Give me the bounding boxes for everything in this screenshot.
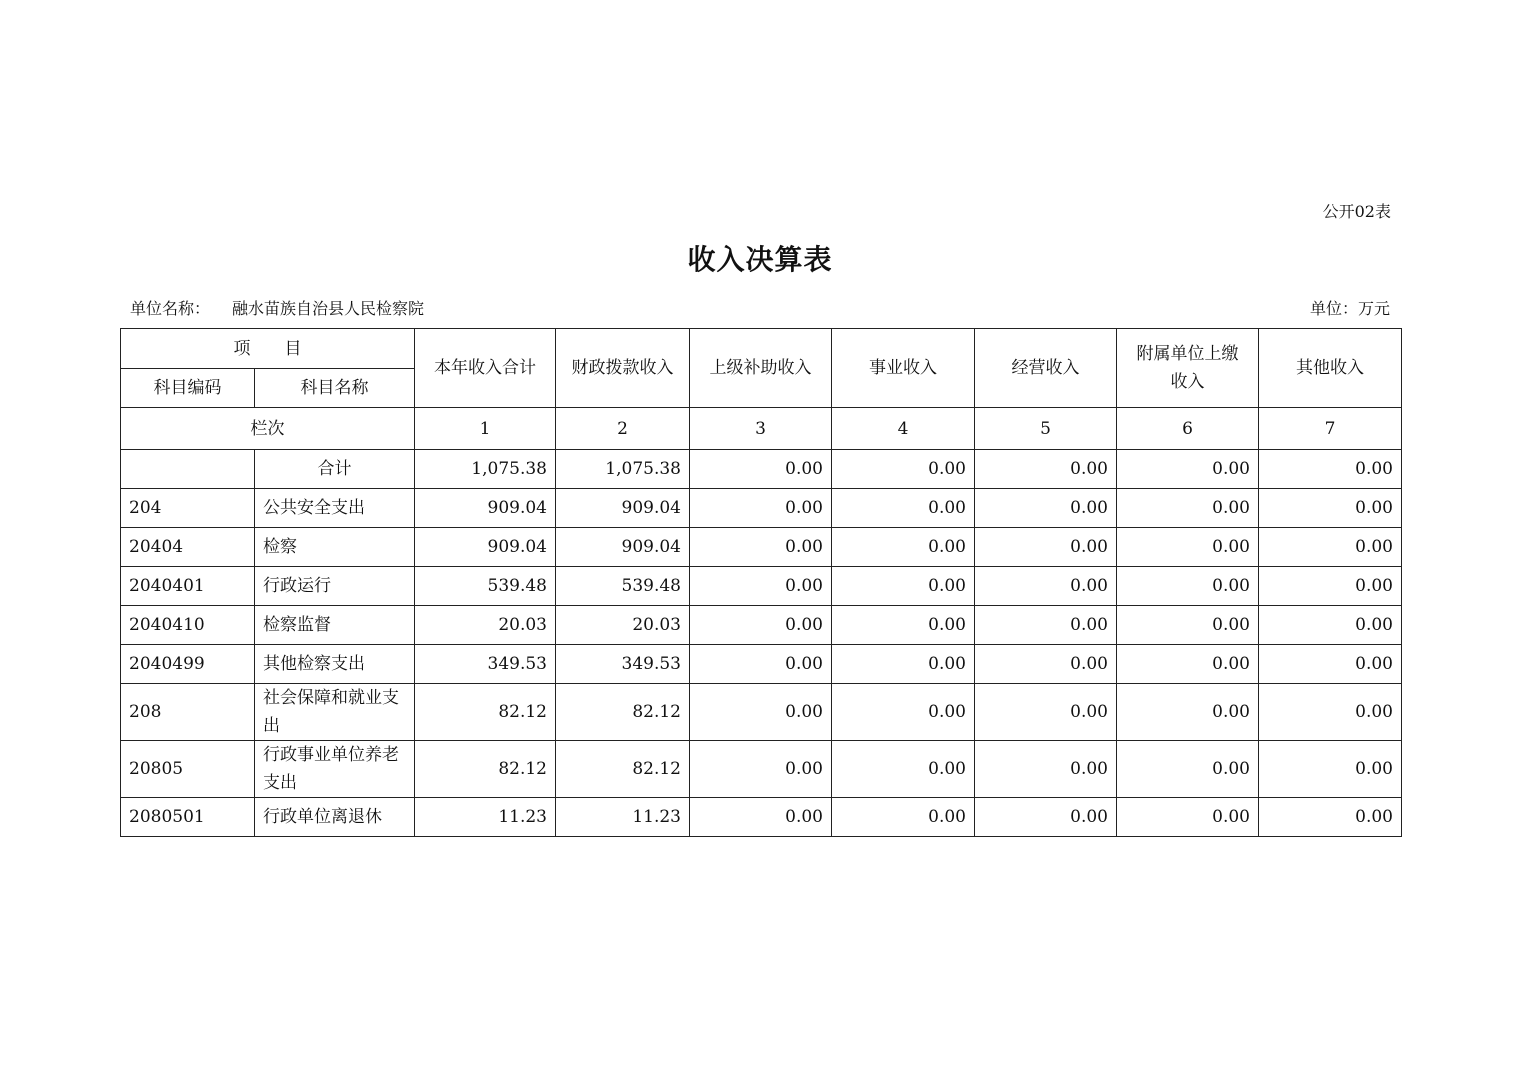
subject-name: 行政单位离退休 <box>255 798 415 837</box>
value-cell: 0.00 <box>975 450 1117 489</box>
value-cell: 0.00 <box>690 528 832 567</box>
value-cell: 0.00 <box>690 489 832 528</box>
value-cell: 0.00 <box>690 567 832 606</box>
value-cell: 0.00 <box>690 741 832 798</box>
value-cell: 0.00 <box>975 741 1117 798</box>
value-cell: 20.03 <box>556 606 690 645</box>
value-cell: 0.00 <box>975 489 1117 528</box>
subject-name: 行政运行 <box>255 567 415 606</box>
value-cell: 82.12 <box>556 741 690 798</box>
table-row <box>121 528 1402 567</box>
subject-code: 2040401 <box>121 567 255 606</box>
value-cell: 11.23 <box>556 798 690 837</box>
value-cell: 349.53 <box>556 645 690 684</box>
column-index: 1 <box>415 408 556 450</box>
subject-name: 社会保障和就业支出 <box>255 684 415 741</box>
value-cell: 0.00 <box>975 684 1117 741</box>
value-cell: 0.00 <box>1259 798 1402 837</box>
value-cell: 0.00 <box>975 798 1117 837</box>
value-cell: 0.00 <box>832 528 975 567</box>
value-cell: 349.53 <box>415 645 556 684</box>
value-cell: 0.00 <box>1259 489 1402 528</box>
value-cell: 0.00 <box>690 684 832 741</box>
value-cell: 0.00 <box>690 450 832 489</box>
value-cell: 0.00 <box>690 798 832 837</box>
value-cell: 0.00 <box>1259 684 1402 741</box>
value-cell: 539.48 <box>556 567 690 606</box>
value-cell: 0.00 <box>832 645 975 684</box>
value-cell: 0.00 <box>832 489 975 528</box>
column-index-label: 栏次 <box>121 408 415 450</box>
value-cell: 0.00 <box>832 606 975 645</box>
unit-name <box>130 296 424 319</box>
value-cell: 0.00 <box>1117 606 1259 645</box>
header-col-7: 其他收入 <box>1259 329 1402 408</box>
value-cell: 0.00 <box>832 450 975 489</box>
value-cell: 0.00 <box>832 798 975 837</box>
value-cell: 0.00 <box>690 606 832 645</box>
header-col-1: 本年收入合计 <box>415 329 556 408</box>
value-cell: 539.48 <box>415 567 556 606</box>
header-col-5: 经营收入 <box>975 329 1117 408</box>
value-cell: 0.00 <box>1259 741 1402 798</box>
value-cell: 0.00 <box>975 528 1117 567</box>
header-row-1 <box>121 329 1402 369</box>
column-index: 5 <box>975 408 1117 450</box>
value-cell: 1,075.38 <box>556 450 690 489</box>
column-index: 2 <box>556 408 690 450</box>
table-row <box>121 606 1402 645</box>
header-col-3: 上级补助收入 <box>690 329 832 408</box>
subject-code: 204 <box>121 489 255 528</box>
value-cell: 0.00 <box>690 645 832 684</box>
table-row <box>121 567 1402 606</box>
value-cell: 11.23 <box>415 798 556 837</box>
table-row <box>121 489 1402 528</box>
value-cell: 0.00 <box>1117 528 1259 567</box>
subject-name: 行政事业单位养老支出 <box>255 741 415 798</box>
header-name: 科目名称 <box>255 369 415 408</box>
subject-code: 20805 <box>121 741 255 798</box>
value-cell: 909.04 <box>556 489 690 528</box>
table-row <box>121 798 1402 837</box>
subject-name: 其他检察支出 <box>255 645 415 684</box>
value-cell: 909.04 <box>415 528 556 567</box>
value-cell: 0.00 <box>975 645 1117 684</box>
value-cell: 0.00 <box>1259 645 1402 684</box>
column-index: 6 <box>1117 408 1259 450</box>
header-col-2: 财政拨款收入 <box>556 329 690 408</box>
subject-code: 2040499 <box>121 645 255 684</box>
value-cell: 0.00 <box>1117 450 1259 489</box>
value-cell: 0.00 <box>832 684 975 741</box>
value-cell: 0.00 <box>1259 567 1402 606</box>
header-col-4: 事业收入 <box>832 329 975 408</box>
value-cell: 82.12 <box>556 684 690 741</box>
form-code: 公开02表 <box>1322 202 1391 221</box>
value-cell: 0.00 <box>1259 606 1402 645</box>
value-cell: 0.00 <box>975 606 1117 645</box>
subject-name: 检察监督 <box>255 606 415 645</box>
value-cell: 0.00 <box>832 741 975 798</box>
subject-code: 2040410 <box>121 606 255 645</box>
value-cell: 0.00 <box>1259 450 1402 489</box>
unit-name-value: 融水苗族自治县人民检察院 <box>232 299 425 318</box>
value-cell: 0.00 <box>975 567 1117 606</box>
value-cell: 0.00 <box>832 567 975 606</box>
income-table <box>120 328 1402 837</box>
subject-name: 检察 <box>255 528 415 567</box>
value-cell: 0.00 <box>1117 798 1259 837</box>
header-item: 项 目 <box>121 329 415 369</box>
page-title: 收入决算表 <box>687 243 833 276</box>
value-cell: 20.03 <box>415 606 556 645</box>
value-cell: 0.00 <box>1117 489 1259 528</box>
value-cell: 0.00 <box>1117 684 1259 741</box>
column-index: 7 <box>1259 408 1402 450</box>
column-index: 3 <box>690 408 832 450</box>
value-cell: 82.12 <box>415 741 556 798</box>
subject-name: 公共安全支出 <box>255 489 415 528</box>
currency-unit: 单位：万元 <box>1309 299 1390 318</box>
total-row <box>121 450 1402 489</box>
value-cell: 909.04 <box>415 489 556 528</box>
column-index: 4 <box>832 408 975 450</box>
subject-code: 20404 <box>121 528 255 567</box>
value-cell: 82.12 <box>415 684 556 741</box>
value-cell: 0.00 <box>1117 645 1259 684</box>
column-index-row <box>121 408 1402 450</box>
value-cell: 0.00 <box>1259 528 1402 567</box>
header-col-6: 附属单位上缴收入 <box>1117 329 1259 408</box>
unit-name-label: 单位名称： <box>130 299 211 318</box>
table-row <box>121 684 1402 741</box>
total-code-cell <box>121 450 255 489</box>
total-label: 合计 <box>255 450 415 489</box>
subject-code: 208 <box>121 684 255 741</box>
value-cell: 909.04 <box>556 528 690 567</box>
header-code: 科目编码 <box>121 369 255 408</box>
value-cell: 0.00 <box>1117 741 1259 798</box>
value-cell: 0.00 <box>1117 567 1259 606</box>
value-cell: 1,075.38 <box>415 450 556 489</box>
table-row <box>121 741 1402 798</box>
subject-code: 2080501 <box>121 798 255 837</box>
table-row <box>121 645 1402 684</box>
